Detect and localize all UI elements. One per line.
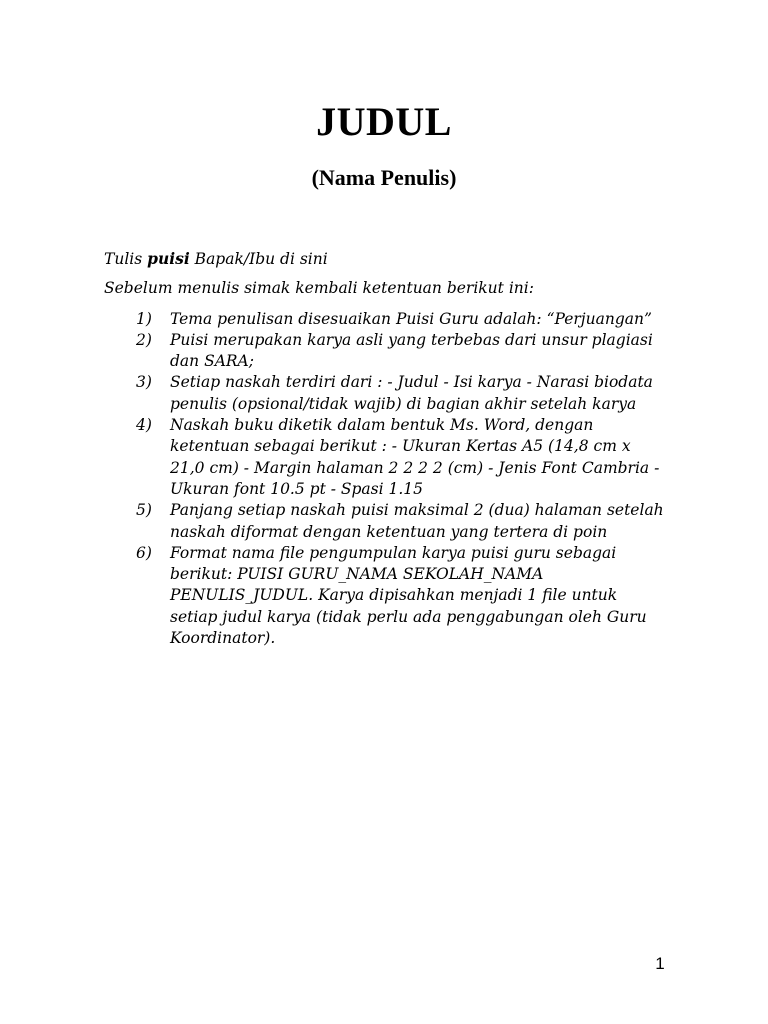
requirements-list bbox=[104, 309, 684, 650]
instruction-paragraph: Sebelum menulis simak kembali ketentuan berikut ini: bbox=[104, 279, 534, 298]
list-item-number: 4) bbox=[136, 416, 152, 435]
list-item-number: 6) bbox=[136, 543, 152, 562]
list-item-text: Puisi merupakan karya asli yang terbebas dari unsur plagiasi dan SARA; bbox=[170, 330, 653, 371]
list-item bbox=[104, 309, 684, 330]
list-item-text: Setiap naskah terdiri dari : - Judul - Isi karya - Narasi biodata penulis (opsional/tidak wajib) di bagian akhir setelah karya bbox=[170, 373, 653, 413]
intro-paragraph bbox=[104, 248, 684, 270]
list-item-number: 3) bbox=[136, 373, 152, 392]
intro-prefix: Tulis bbox=[104, 250, 148, 268]
list-item-text: Naskah buku diketik dalam bentuk Ms. Word, dengan ketentuan sebagai berikut : - Ukuran Kertas A5 (14,8 cm x 21,0 cm) - Margin halaman 2 2 2 2 (cm) - Jenis Font Cambria - Ukuran font 10.5 pt - Spasi 1.15 bbox=[170, 416, 660, 498]
list-item bbox=[104, 330, 684, 373]
list-item-text: Format nama file pengumpulan karya puisi guru sebagai berikut: PUISI GURU_NAMA SEKOLAH_NAMA PENULIS_JUDUL. Karya dipisahkan menjadi 1 file untuk setiap judul karya (tidak perlu ada penggabungan oleh Guru Koordinator). bbox=[170, 543, 647, 648]
list-item bbox=[104, 372, 684, 415]
list-item bbox=[104, 500, 684, 543]
page-number: 1 bbox=[655, 954, 665, 973]
list-item-text: Panjang setiap naskah puisi maksimal 2 (dua) halaman setelah naskah diformat dengan ketentuan yang tertera di poin bbox=[170, 501, 664, 541]
list-item-number: 5) bbox=[136, 501, 152, 520]
list-item-text: Tema penulisan disesuaikan Puisi Guru adalah: “Perjuangan” bbox=[170, 309, 652, 328]
list-item bbox=[104, 415, 684, 500]
list-item-number: 2) bbox=[136, 330, 152, 349]
document-body bbox=[104, 248, 684, 649]
document-title: JUDUL bbox=[316, 99, 452, 144]
author-name: (Nama Penulis) bbox=[311, 165, 457, 190]
list-item-number: 1) bbox=[136, 309, 152, 328]
list-item bbox=[104, 543, 684, 649]
intro-emphasis: puisi bbox=[147, 249, 190, 268]
intro-suffix: Bapak/Ibu di sini bbox=[189, 250, 328, 268]
